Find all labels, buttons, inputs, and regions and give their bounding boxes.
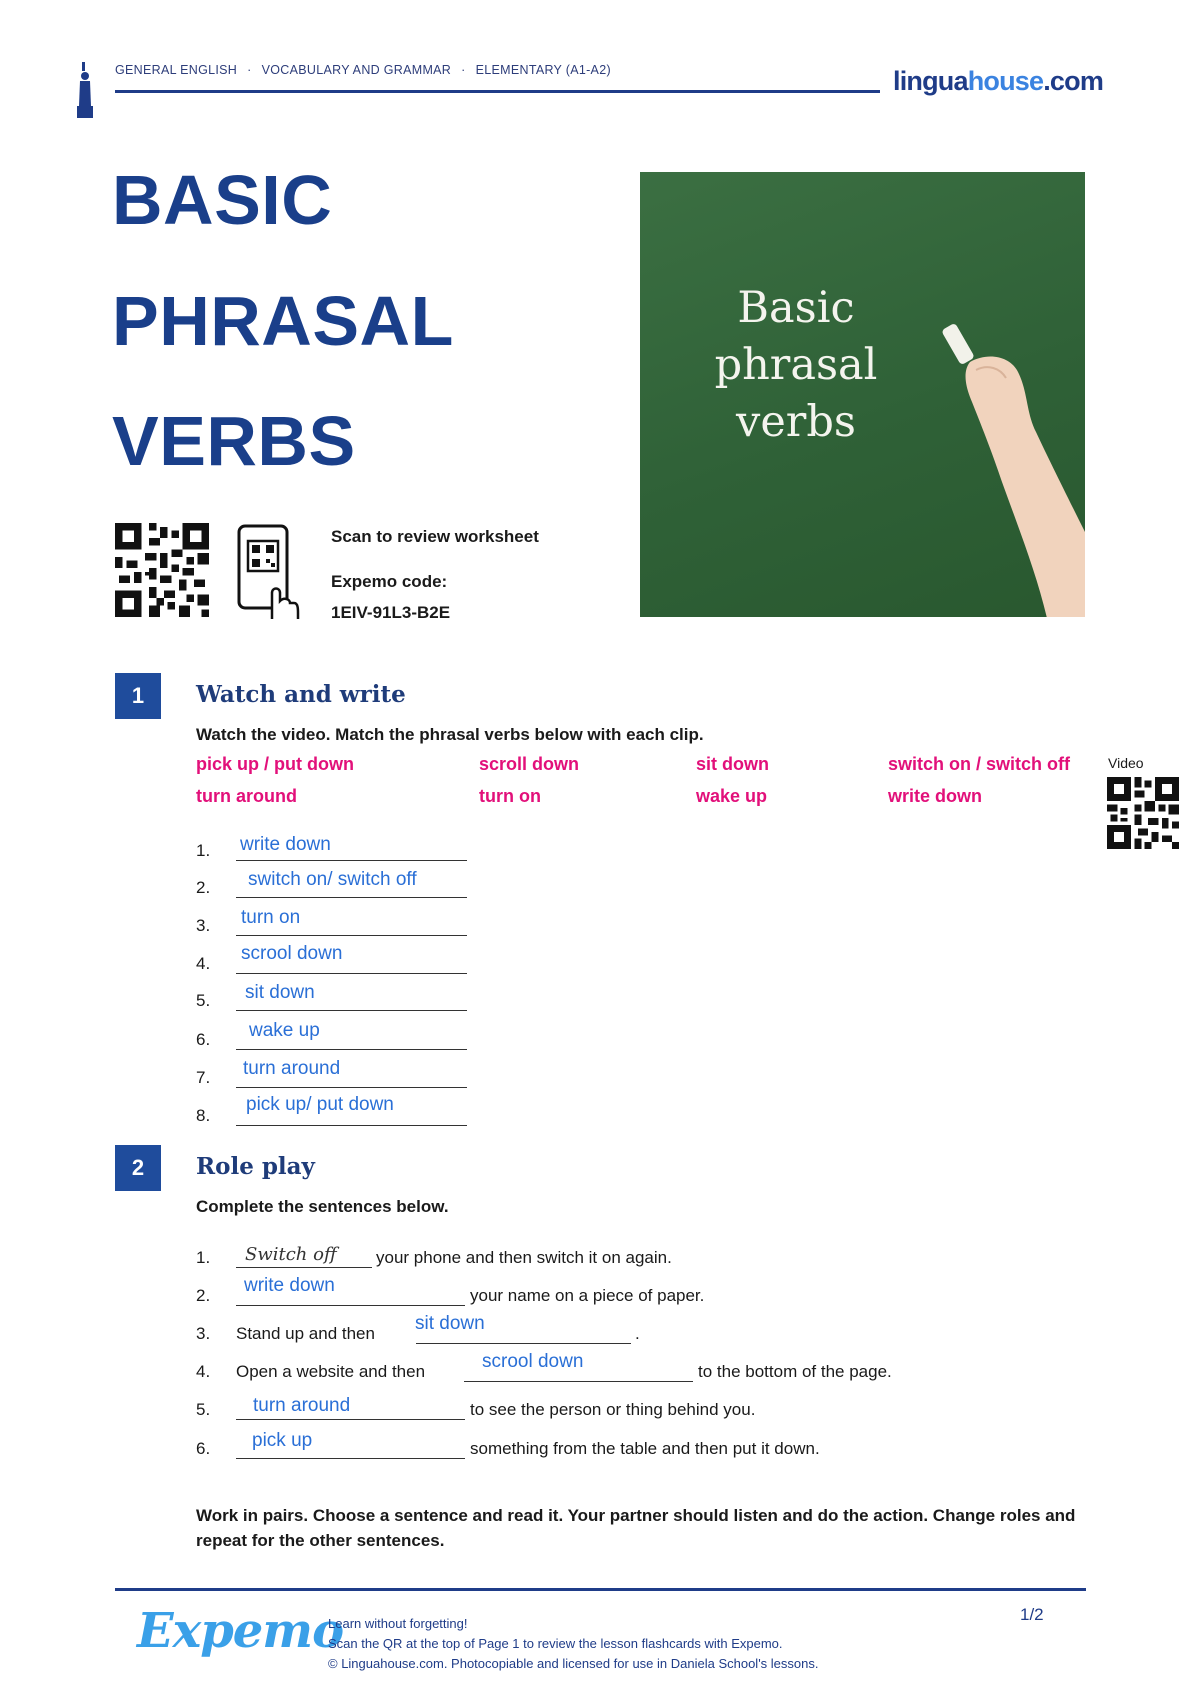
statue-of-liberty-icon: [76, 62, 94, 118]
section-number-badge: 2: [115, 1145, 161, 1191]
sentence-text: your name on a piece of paper.: [470, 1286, 705, 1305]
breadcrumb: GENERAL ENGLISH · VOCABULARY AND GRAMMAR · ELEMENTARY (A1-A2): [115, 63, 611, 77]
section-title: Watch and write: [196, 681, 406, 708]
word-bank-item: scroll down: [479, 754, 580, 774]
item-number: 3.: [196, 1324, 211, 1343]
word-bank-item: sit down: [696, 754, 769, 774]
answer-text: sit down: [245, 982, 315, 1003]
pair-work-instruction: Work in pairs. Choose a sentence and read it. Your partner should listen and do the action. Change roles and repeat for the other sentences.: [196, 1506, 1076, 1550]
answer-blank[interactable]: [236, 973, 467, 974]
item-number: 2.: [196, 1286, 211, 1305]
sentence-text: Stand up and then: [236, 1324, 375, 1343]
chalkboard-text: Basic phrasal verbs: [714, 283, 878, 447]
word-bank-item: turn on: [479, 786, 541, 806]
answer-text: Switch off: [245, 1244, 337, 1265]
answer-text: wake up: [249, 1020, 320, 1041]
expemo-logo[interactable]: Expemo: [137, 1603, 344, 1659]
answer-text: write down: [240, 834, 331, 855]
page-title-line: BASIC: [112, 161, 333, 239]
sentence-text: something from the table and then put it down.: [470, 1439, 820, 1458]
answer-text: turn on: [241, 907, 301, 928]
answer-blank[interactable]: [236, 1087, 467, 1088]
header-divider: [115, 90, 880, 93]
answer-text: turn around: [253, 1395, 351, 1416]
expemo-code-label: Expemo code:: [331, 572, 448, 591]
answer-blank[interactable]: [236, 1305, 465, 1306]
answer-text: pick up: [252, 1430, 313, 1451]
word-bank-item: pick up / put down: [196, 754, 354, 774]
scan-review-text: Scan to review worksheet: [331, 527, 539, 546]
item-number: 8.: [196, 1106, 211, 1125]
section-instruction: Complete the sentences below.: [196, 1197, 449, 1216]
item-number: 6.: [196, 1439, 211, 1458]
item-number: 5.: [196, 1400, 211, 1419]
word-bank-item: turn around: [196, 786, 297, 806]
answer-blank[interactable]: [236, 1458, 465, 1459]
item-number: 4.: [196, 1362, 211, 1381]
answer-blank[interactable]: [236, 1125, 467, 1126]
word-bank-item: wake up: [696, 786, 768, 806]
item-number: 1.: [196, 1248, 211, 1267]
answer-blank[interactable]: [236, 1419, 465, 1420]
page-title-line: VERBS: [112, 402, 356, 480]
sentence-text: to see the person or thing behind you.: [470, 1400, 756, 1419]
answer-blank[interactable]: [236, 897, 467, 898]
answer-text: write down: [244, 1275, 335, 1296]
linguahouse-logo[interactable]: linguahouse.com: [893, 66, 1104, 96]
breadcrumb-item[interactable]: GENERAL ENGLISH: [115, 63, 238, 77]
section-title: Role play: [196, 1153, 315, 1180]
sentence-text: Open a website and then: [236, 1362, 426, 1381]
video-qr-code-icon[interactable]: [1107, 777, 1179, 849]
footer-scan-note: Scan the QR at the top of Page 1 to review the lesson flashcards with Expemo.: [328, 1636, 783, 1651]
answer-text: sit down: [415, 1313, 485, 1334]
page-number: 1/2: [1020, 1605, 1044, 1624]
chalkboard-image: [640, 172, 1085, 617]
answer-text: scrool down: [241, 943, 343, 964]
section-number-badge: 1: [115, 673, 161, 719]
answer-blank[interactable]: [416, 1343, 631, 1344]
answer-blank[interactable]: [464, 1381, 693, 1382]
word-bank-item: write down: [888, 786, 982, 806]
breadcrumb-item[interactable]: VOCABULARY AND GRAMMAR: [261, 63, 452, 77]
answer-text: scrool down: [482, 1351, 584, 1372]
answer-blank[interactable]: [236, 935, 467, 936]
footer-divider: [115, 1588, 1086, 1591]
answer-blank[interactable]: [236, 860, 467, 861]
item-number: 4.: [196, 954, 211, 973]
sentence-text: your phone and then switch it on again.: [376, 1248, 672, 1267]
page-title-line: PHRASAL: [112, 282, 454, 360]
answer-blank[interactable]: [236, 1010, 467, 1011]
item-number: 6.: [196, 1030, 211, 1049]
answer-text: pick up/ put down: [246, 1094, 394, 1115]
answer-text: turn around: [243, 1058, 341, 1079]
section-instruction: Watch the video. Match the phrasal verbs below with each clip.: [196, 725, 704, 744]
word-bank-item: switch on / switch off: [888, 754, 1071, 774]
answer-blank[interactable]: [236, 1049, 467, 1050]
footer-tagline: Learn without forgetting!: [328, 1616, 468, 1631]
sentence-text: .: [635, 1324, 640, 1343]
breadcrumb-item[interactable]: ELEMENTARY (A1-A2): [475, 63, 611, 77]
footer-copyright: © Linguahouse.com. Photocopiable and licensed for use in Daniela School's lessons.: [328, 1656, 819, 1671]
phone-scan-icon: [236, 523, 300, 619]
item-number: 1.: [196, 841, 211, 860]
expemo-code-value: 1EIV-91L3-B2E: [331, 603, 451, 622]
item-number: 3.: [196, 916, 211, 935]
item-number: 5.: [196, 991, 211, 1010]
item-number: 2.: [196, 878, 211, 897]
sentence-text: to the bottom of the page.: [698, 1362, 892, 1381]
qr-code-icon[interactable]: [115, 523, 209, 617]
answer-text: switch on/ switch off: [248, 869, 417, 890]
hand-with-chalk-icon: [940, 312, 1085, 617]
item-number: 7.: [196, 1068, 211, 1087]
answer-blank[interactable]: [236, 1267, 372, 1268]
video-label: Video: [1108, 755, 1144, 771]
